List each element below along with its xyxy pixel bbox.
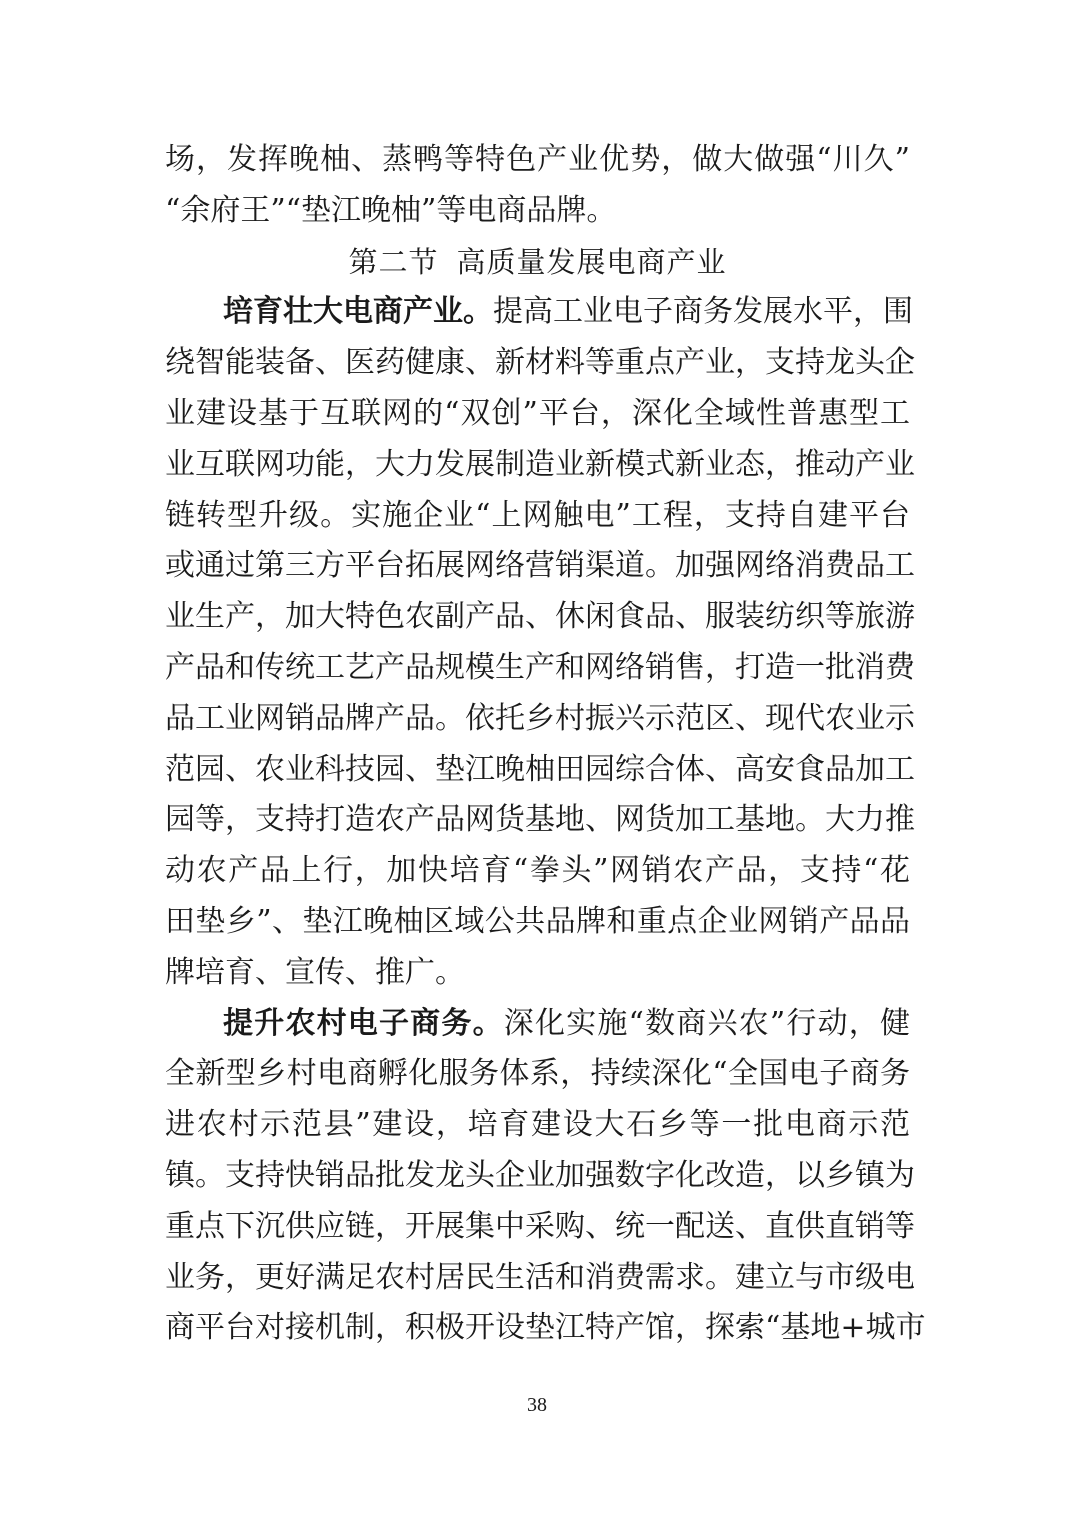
text-line: 链转型升级。实施企业“上网触电”工程，支持自建平台: [165, 497, 910, 533]
page-number: 38: [527, 1394, 547, 1416]
text-line: 产品和传统工艺产品规模生产和网络销售，打造一批消费: [165, 649, 915, 685]
text-line: 业互联网功能，大力发展制造业新模式新业态，推动产业: [165, 446, 915, 482]
section-number: 第二节: [348, 244, 439, 279]
text-line: 重点下沉供应链，开展集中采购、统一配送、直供直销等: [165, 1208, 915, 1244]
paragraph-rural-ecommerce: [165, 999, 926, 1355]
paragraph-lead: 提升农村电子商务。: [223, 1005, 504, 1041]
text-line: 田垫乡”、垫江晚柚区域公共品牌和重点企业网销产品品: [165, 903, 910, 939]
text-line: 园等，支持打造农产品网货基地、网货加工基地。大力推: [165, 802, 915, 838]
text-line: 商平台对接机制，积极开设垫江特产馆，探索“基地+城市: [165, 1310, 926, 1346]
section-heading: [165, 237, 910, 288]
text-line: 进农村示范县”建设，培育建设大石乡等一批电商示范: [165, 1107, 910, 1143]
text-line: 范园、农业科技园、垫江晚柚田园综合体、高安食品加工: [165, 751, 915, 787]
paragraph-ecommerce-industry: [165, 287, 915, 998]
text-line: 牌培育、宣传、推广。: [165, 954, 465, 990]
text-line: 培育壮大电商产业。提高工业电子商务发展水平，围: [223, 294, 913, 330]
text-line: 绕智能装备、医药健康、新材料等重点产业，支持龙头企: [165, 345, 915, 381]
text-line: 场，发挥晚柚、蒸鸭等特色产业优势，做大做强“川久”: [165, 142, 910, 177]
section-title: 高质量发展电商产业: [456, 244, 727, 279]
text-line: 业务，更好满足农村居民生活和消费需求。建立与市级电: [165, 1259, 915, 1295]
text-line: 或通过第三方平台拓展网络营销渠道。加强网络消费品工: [165, 548, 915, 584]
document-body: [165, 135, 926, 1354]
text-line: 动农产品上行，加快培育“拳头”网销农产品，支持“花: [165, 853, 910, 889]
text-line: 全新型乡村电商孵化服务体系，持续深化“全国电子商务: [165, 1056, 910, 1092]
text-line: “余府王”“垫江晚柚”等电商品牌。: [165, 192, 617, 228]
paragraph-lead: 培育壮大电商产业。: [223, 294, 493, 330]
text-line: 品工业网销品牌产品。依托乡村振兴示范区、现代农业示: [165, 700, 915, 736]
text-line: 镇。支持快销品批发龙头企业加强数字化改造，以乡镇为: [165, 1157, 915, 1193]
text-line: 业建设基于互联网的“双创”平台，深化全域性普惠型工: [165, 395, 910, 431]
text-line: 提升农村电子商务。深化实施“数商兴农”行动，健: [223, 1005, 910, 1041]
text-line: 业生产，加大特色农副产品、休闲食品、服装纺织等旅游: [165, 599, 915, 635]
